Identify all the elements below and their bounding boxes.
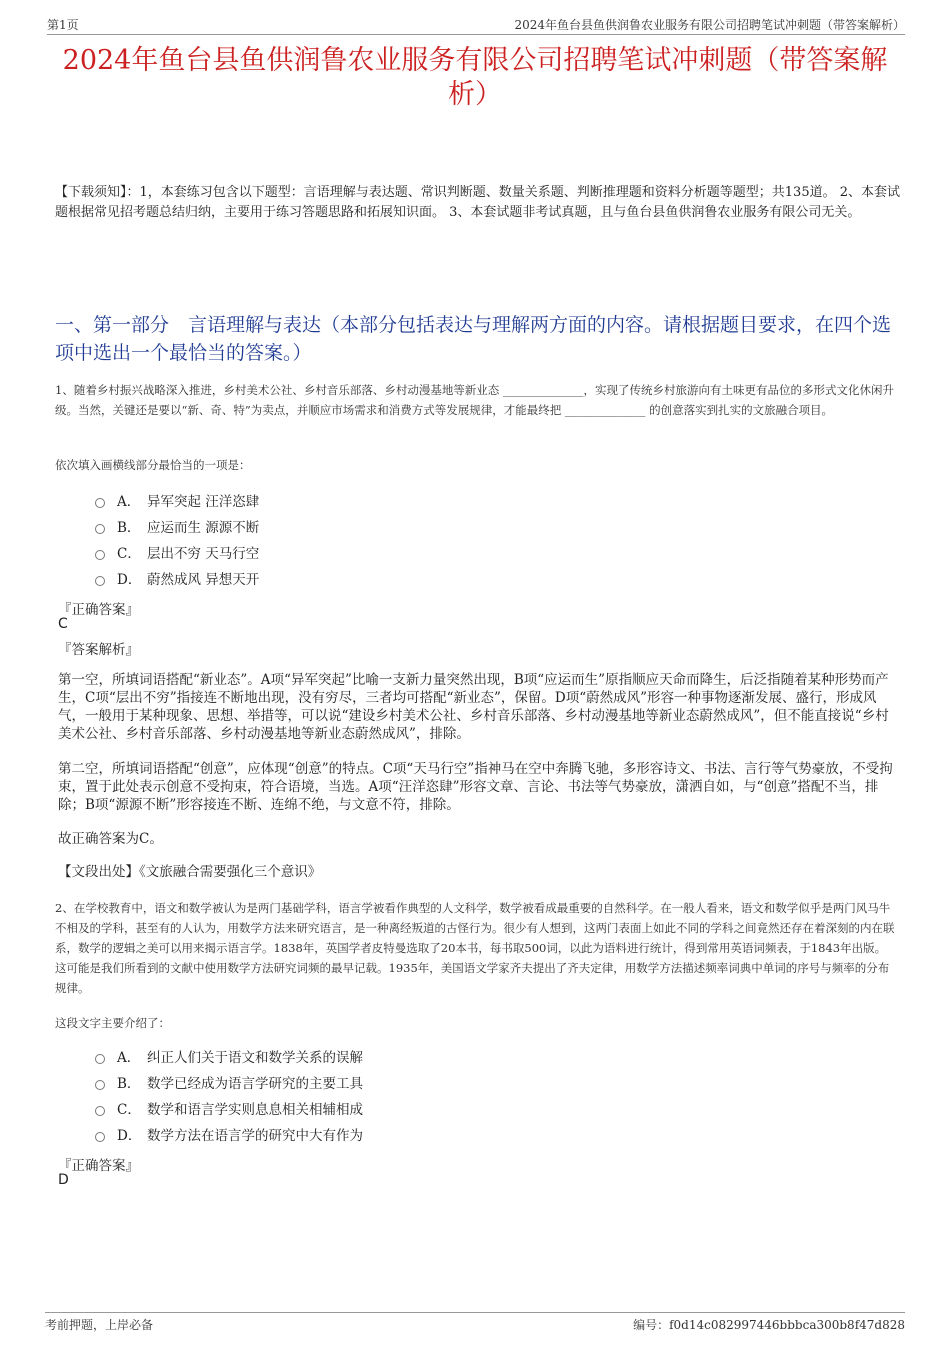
option-a[interactable]: A． 纠正人们关于语文和数学关系的误解 [95, 1043, 363, 1069]
radio-icon[interactable] [95, 1080, 105, 1090]
question-1-text: 1、随着乡村振兴战略深入推进，乡村美术公社、乡村音乐部落、乡村动漫基地等新业态 ______________，实现了传统乡村旅游向有土味更有品位的多形式文化休闲升级。当然，关键还是要以“新、奇、特”为卖点，并顺应市场需求和消费方式等发展规律，才能最终把 ______________ 的创意落实到扎实的文旅融合项目。 [55, 383, 894, 417]
radio-icon[interactable] [95, 1106, 105, 1116]
radio-icon[interactable] [95, 550, 105, 560]
analysis-paragraph-2: 第二空，所填词语搭配“创意”，应体现“创意”的特点。C项“天马行空”指神马在空中奔腾飞驰，多形容诗文、书法、言行等气势豪放，不受拘束，置于此处表示创意不受拘束，符合语境，当选。A项“汪洋恣肆”形容文章、言论、书法等气势豪放，潇洒自如，与“创意”搭配不当，排除；B项“源源不断”形容接连不断、连绵不绝，与文意不符，排除。 [58, 761, 893, 813]
radio-icon[interactable] [95, 524, 105, 534]
radio-icon[interactable] [95, 1054, 105, 1064]
option-b[interactable]: B． 数学已经成为语言学研究的主要工具 [95, 1069, 363, 1095]
header-doc-title: 2024年鱼台县鱼供润鲁农业服务有限公司招聘笔试冲刺题（带答案解析） [514, 18, 905, 32]
radio-icon[interactable] [95, 576, 105, 586]
radio-icon[interactable] [95, 498, 105, 508]
answer-value: C [58, 616, 68, 632]
document-id: 编号：f0d14c082997446bbbca300b8f47d828 [633, 1318, 905, 1332]
analysis-label: 『答案解析』 [58, 642, 139, 658]
analysis-conclusion: 故正确答案为C。 [58, 831, 163, 847]
option-d[interactable]: D． 数学方法在语言学的研究中大有作为 [95, 1121, 363, 1147]
option-d[interactable]: D． 蔚然成风 异想天开 [95, 565, 259, 591]
answer-value: D [58, 1172, 69, 1188]
source-citation: 【文段出处】《文旅融合需要强化三个意识》 [58, 864, 322, 880]
analysis-paragraph-1: 第一空，所填词语搭配“新业态”。A项“异军突起”比喻一支新力量突然出现，B项“应运而生”原指顺应天命而降生，后泛指随着某种形势而产生，C项“层出不穷”指接连不断地出现，没有穷尽，三者均可搭配“新业态”，保留。D项“蔚然成风”形容一种事物逐渐发展、盛行，形成风气，一般用于某种现象、思想、举措等，可以说“建设乡村美术公社、乡村音乐部落、乡村动漫基地等新业态蔚然成风”，但不能直接说“乡村美术公社、乡村音乐部落、乡村动漫基地等新业态蔚然成风”，排除。 [58, 672, 889, 742]
option-a[interactable]: A． 异军突起 汪洋恣肆 [95, 487, 259, 513]
option-b[interactable]: B． 应运而生 源源不断 [95, 513, 259, 539]
section-heading: 一、第一部分 言语理解与表达（本部分包括表达与理解两方面的内容。请根据题目要求，在四个选项中选出一个最恰当的答案。） [55, 314, 892, 364]
question-2-options [95, 1043, 363, 1147]
page-header [47, 14, 905, 35]
page-number: 第1页 [47, 18, 79, 32]
answer-label: 『正确答案』 [58, 1158, 139, 1174]
option-c[interactable]: C． 数学和语言学实则息息相关相辅相成 [95, 1095, 363, 1121]
question-2-text: 2、在学校教育中，语文和数学被认为是两门基础学科，语言学被看作典型的人文科学，数学被看成最重要的自然科学。在一般人看来，语文和数学似乎是两门风马牛不相及的学科，甚至有的人认为，用数学方法来研究语言，是一种离经叛道的古怪行为。很少有人想到，这两门表面上如此不同的学科之间竟然还存在着深刻的内在联系，数学的逻辑之美可以用来揭示语言学。1838年，英国学者皮特曼选取了20本书，每书取500词，以此为语料进行统计，得到常用英语词频表，于1843年出版。这可能是我们所看到的文献中使用数学方法研究词频的最早记载。1935年，美国语文学家齐夫提出了齐夫定律，用数学方法描述频率词典中单词的序号与频率的分布规律。 [55, 901, 895, 995]
footer-slogan: 考前押题，上岸必备 [45, 1318, 154, 1332]
option-c[interactable]: C． 层出不穷 天马行空 [95, 539, 259, 565]
answer-label: 『正确答案』 [58, 602, 139, 618]
page-footer [45, 1312, 905, 1333]
question-1-options [95, 487, 259, 591]
document-title: 2024年鱼台县鱼供润鲁农业服务有限公司招聘笔试冲刺题（带答案解析） [62, 45, 888, 110]
radio-icon[interactable] [95, 1132, 105, 1142]
download-notice: 【下载须知】：1，本套练习包含以下题型：言语理解与表达题、常识判断题、数量关系题、判断推理题和资料分析题等题型；共135道。 2、本套试题根据常见招考题总结归纳，主要用于练习答题思路和拓展知识面。 3、本套试题非考试真题，且与鱼台县鱼供润鲁农业服务有限公司无关。 [55, 185, 900, 220]
question-1-prompt: 依次填入画横线部分最恰当的一项是： [55, 458, 251, 472]
question-2-prompt: 这段文字主要介绍了： [55, 1016, 170, 1030]
